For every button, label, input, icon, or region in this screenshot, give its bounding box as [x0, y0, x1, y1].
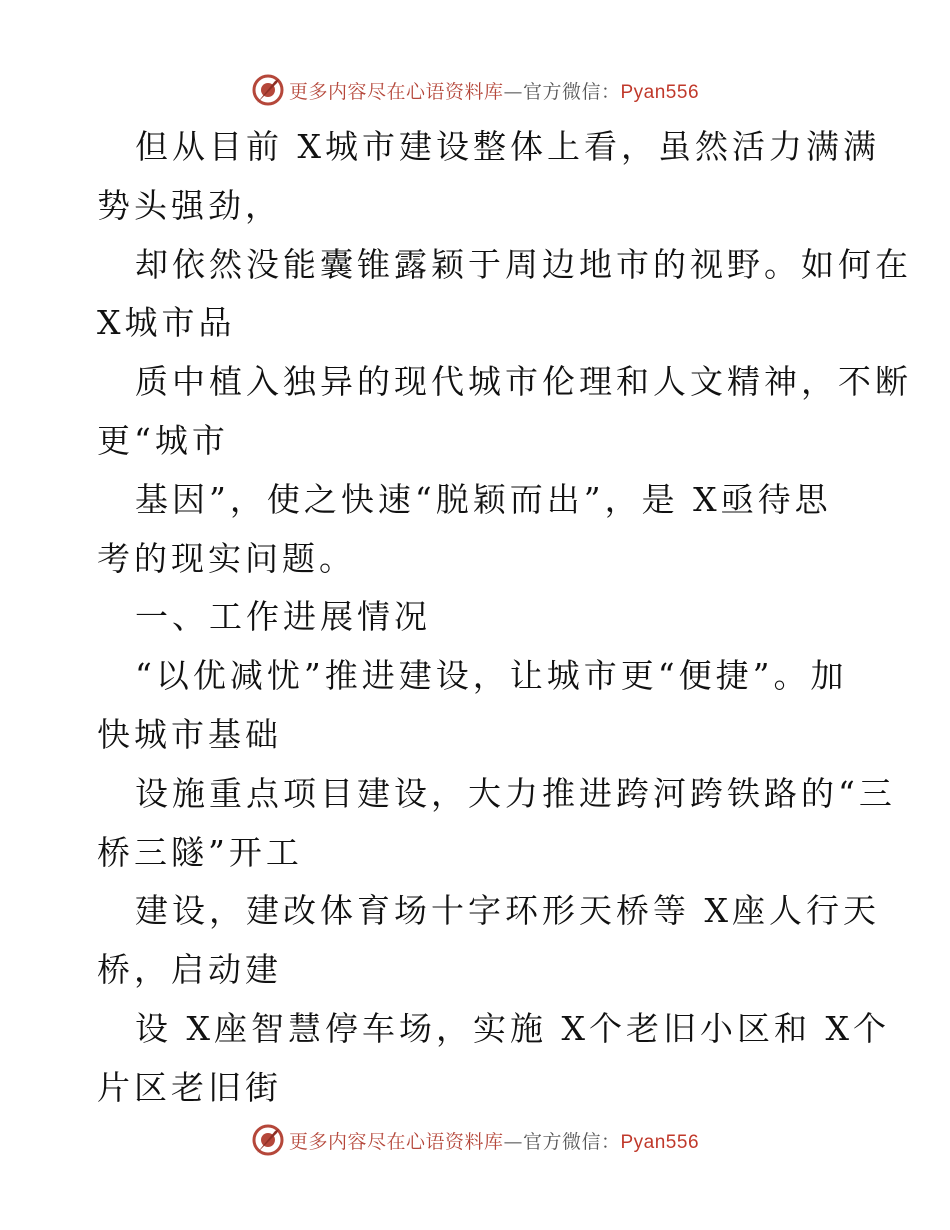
text-line: 却依然没能囊锥露颖于周边地市的视野。如何在 [135, 244, 912, 284]
watermark-brand: 更多内容尽在心语资料库 [288, 80, 504, 103]
text-line: 设施重点项目建设，大力推进跨河跨铁路的“三 [135, 773, 896, 813]
text-line: 片区老旧街 [97, 1067, 282, 1107]
document-body [97, 118, 912, 1118]
text-line: 但从目前 X城市建设整体上看，虽然活力满满 [135, 127, 880, 166]
text-line: 快城市基础 [97, 714, 282, 754]
text-line: 基因”，使之快速“脱颖而出”，是 X亟待思 [135, 479, 832, 519]
text-line: 势头强劲， [97, 185, 282, 225]
quill-seal-icon [251, 1123, 285, 1157]
text-line: 设 X座智慧停车场，实施 X个老旧小区和 X个 [135, 1008, 890, 1048]
text-line: 建设，建改体育场十字环形天桥等 X座人行天 [135, 891, 880, 931]
watermark-wechat-label: 官方微信： [522, 80, 621, 103]
text-line: 桥，启动建 [97, 950, 282, 990]
watermark-separator: — [503, 80, 523, 103]
quill-seal-icon [251, 73, 285, 107]
watermark-wechat-id: Pyan556 [620, 1131, 700, 1153]
watermark-separator: — [503, 1130, 523, 1153]
watermark-brand: 更多内容尽在心语资料库 [288, 1130, 504, 1153]
header-watermark [0, 72, 950, 108]
watermark-wechat-label: 官方微信： [522, 1130, 621, 1153]
text-line: 桥三隧”开工 [97, 832, 303, 872]
footer-watermark [0, 1122, 950, 1158]
text-line: 质中植入独异的现代城市伦理和人文精神，不断 [135, 362, 912, 402]
text-line: 考的现实问题。 [97, 538, 356, 578]
text-line: X城市品 [97, 303, 236, 343]
watermark-wechat-id: Pyan556 [620, 81, 700, 103]
text-line: “以优减忧”推进建设，让城市更“便捷”。加 [135, 656, 848, 696]
text-line: 更“城市 [97, 420, 229, 460]
section-heading: 一、工作进展情况 [135, 597, 431, 637]
